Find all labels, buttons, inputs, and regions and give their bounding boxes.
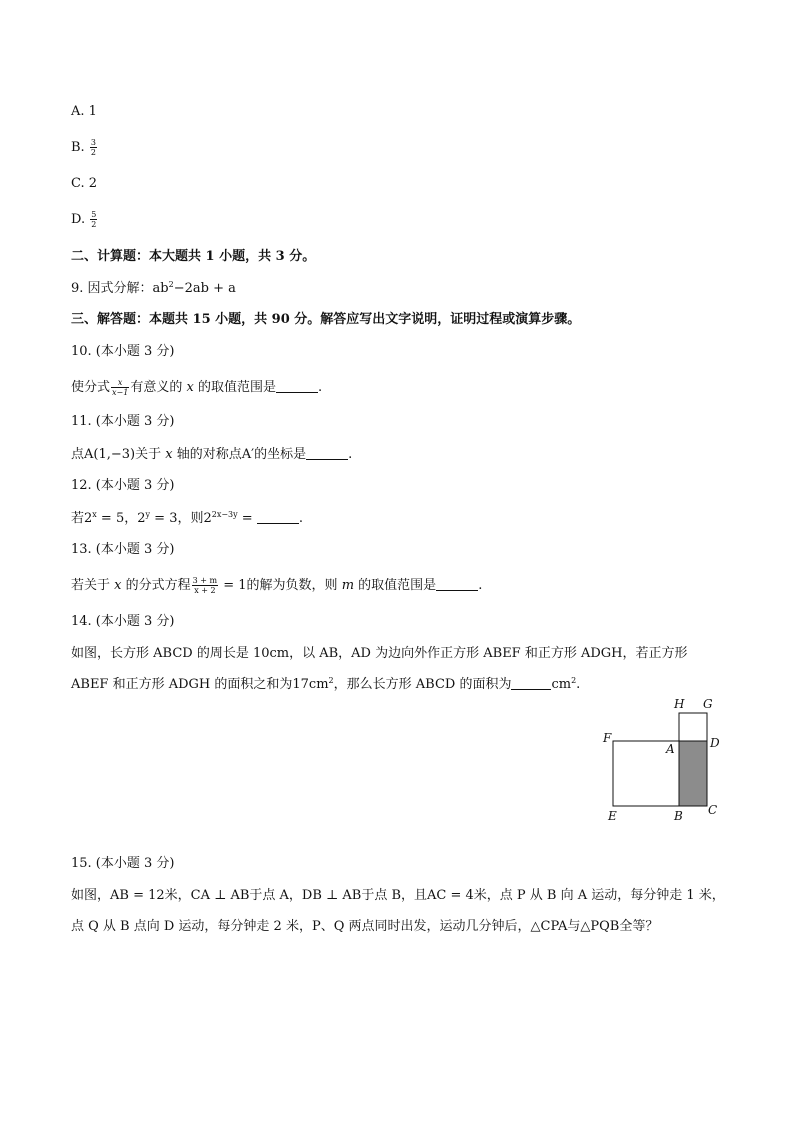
label-f: F: [603, 731, 612, 745]
option-b-denominator: 2: [90, 148, 96, 157]
question-13: [71, 576, 482, 595]
q15-line-1: 如图，AB = 12米，CA ⊥ AB于点 A，DB ⊥ AB于点 B，且AC = 4米，点 P 从 B 向 A 运动，每分钟走 1 米，: [71, 888, 725, 903]
q15-line-2: 点 Q 从 B 点向 D 运动，每分钟走 2 米，P、Q 两点同时出发，运动几分钟后，△CPA与△PQB全等？: [71, 919, 659, 934]
label-e: E: [608, 809, 617, 823]
q10-fraction: [111, 378, 129, 397]
option-d-denominator: 2: [91, 220, 97, 229]
q13-variable-m: m: [341, 578, 355, 593]
option-c: C. 2: [71, 176, 98, 191]
q12-answer-blank: [257, 511, 299, 524]
q12-exp-1: x: [92, 510, 97, 519]
q10-pre: 使分式: [71, 380, 111, 395]
q12-text-4: =: [237, 511, 257, 526]
q15-heading: 15. (本小题 3 分): [71, 856, 175, 871]
q13-variable: x: [114, 578, 122, 593]
option-d: [71, 210, 98, 229]
q10-mid: 有意义的: [130, 380, 183, 395]
q10-variable: x: [186, 380, 194, 395]
q14-line-1: 如图，长方形 ABCD 的周长是 10cm，以 AB，AD 为边向外作正方形 ABEF 和正方形 ADGH，若正方形: [71, 646, 688, 661]
q12-text-3: = 3，则2: [150, 511, 212, 526]
q14-line-2: [71, 676, 580, 694]
q14-exp-1: 2: [328, 676, 334, 685]
q13-fraction: [192, 576, 218, 595]
label-h: H: [674, 697, 685, 711]
q12-heading: 12. (本小题 3 分): [71, 478, 175, 493]
option-b-numerator: 3: [90, 138, 96, 147]
q13-eq: = 1的解为负数，则: [219, 578, 338, 593]
q14-figure: [600, 690, 730, 830]
q9-rest: −2ab + a: [173, 281, 236, 296]
question-9: [71, 280, 236, 298]
option-d-numerator: 5: [91, 210, 97, 219]
q11-post: 轴的对称点A′的坐标是: [176, 447, 307, 462]
q13-end: .: [478, 578, 483, 593]
label-g: G: [703, 697, 713, 711]
q10-post: 的取值范围是: [197, 380, 276, 395]
q14-line-2a: ABEF 和正方形 ADGH 的面积之和为17cm: [71, 677, 329, 692]
q10-end: .: [317, 380, 323, 395]
option-a: A. 1: [71, 104, 97, 119]
q10-heading: 10. (本小题 3 分): [71, 344, 175, 359]
q11-answer-blank: [306, 447, 348, 460]
label-b: B: [674, 809, 683, 823]
q12-text-1: 若2: [71, 511, 93, 526]
section-calc-heading: 二、计算题：本大题共 1 小题，共 3 分。: [71, 249, 316, 264]
q9-prefix: 9. 因式分解：ab: [71, 281, 169, 296]
q13-heading: 13. (本小题 3 分): [71, 542, 175, 557]
q10-denominator: x−1: [112, 388, 129, 397]
q10-numerator: x: [111, 378, 129, 388]
label-a: A: [666, 742, 675, 756]
option-b-fraction: [90, 138, 97, 157]
q13-mid: 的分式方程: [125, 578, 191, 593]
q13-answer-blank: [436, 578, 478, 591]
label-d: D: [710, 736, 720, 750]
q14-exp-2: 2: [571, 676, 577, 685]
option-b: [71, 138, 98, 157]
question-10: [71, 378, 322, 397]
q13-post: 的取值范围是: [358, 578, 437, 593]
q12-end: .: [298, 511, 303, 526]
q13-denominator: x + 2: [194, 586, 216, 595]
q13-pre: 若关于: [71, 578, 111, 593]
q11-heading: 11. (本小题 3 分): [71, 414, 175, 429]
square-adgh: [679, 713, 707, 741]
q14-heading: 14. (本小题 3 分): [71, 614, 175, 629]
q12-exp-3: 2x−3y: [211, 510, 238, 519]
q14-end: .: [576, 677, 581, 692]
q11-variable: x: [165, 447, 173, 462]
label-c: C: [708, 803, 718, 817]
q9-exponent: 2: [168, 280, 174, 289]
section-solve-heading: 三、解答题：本题共 15 小题，共 90 分。解答应写出文字说明，证明过程或演算步骤。: [71, 312, 581, 327]
question-12: [71, 510, 303, 528]
q14-answer-blank: [511, 677, 551, 690]
q14-line-2b: ，那么长方形 ABCD 的面积为: [333, 677, 512, 692]
q10-answer-blank: [276, 380, 318, 393]
option-d-fraction: [90, 210, 97, 229]
q12-text-2: = 5，2: [96, 511, 146, 526]
rectangle-abcd: [679, 741, 707, 806]
option-d-prefix: D.: [71, 212, 86, 227]
q14-unit: cm: [551, 677, 572, 692]
q12-exp-2: y: [145, 510, 151, 519]
q11-end: .: [348, 447, 353, 462]
q13-numerator: 3 + m: [192, 576, 218, 585]
option-b-prefix: B.: [71, 140, 85, 155]
question-11: [71, 446, 352, 464]
q11-pre: 点A(1,−3)关于: [71, 447, 162, 462]
